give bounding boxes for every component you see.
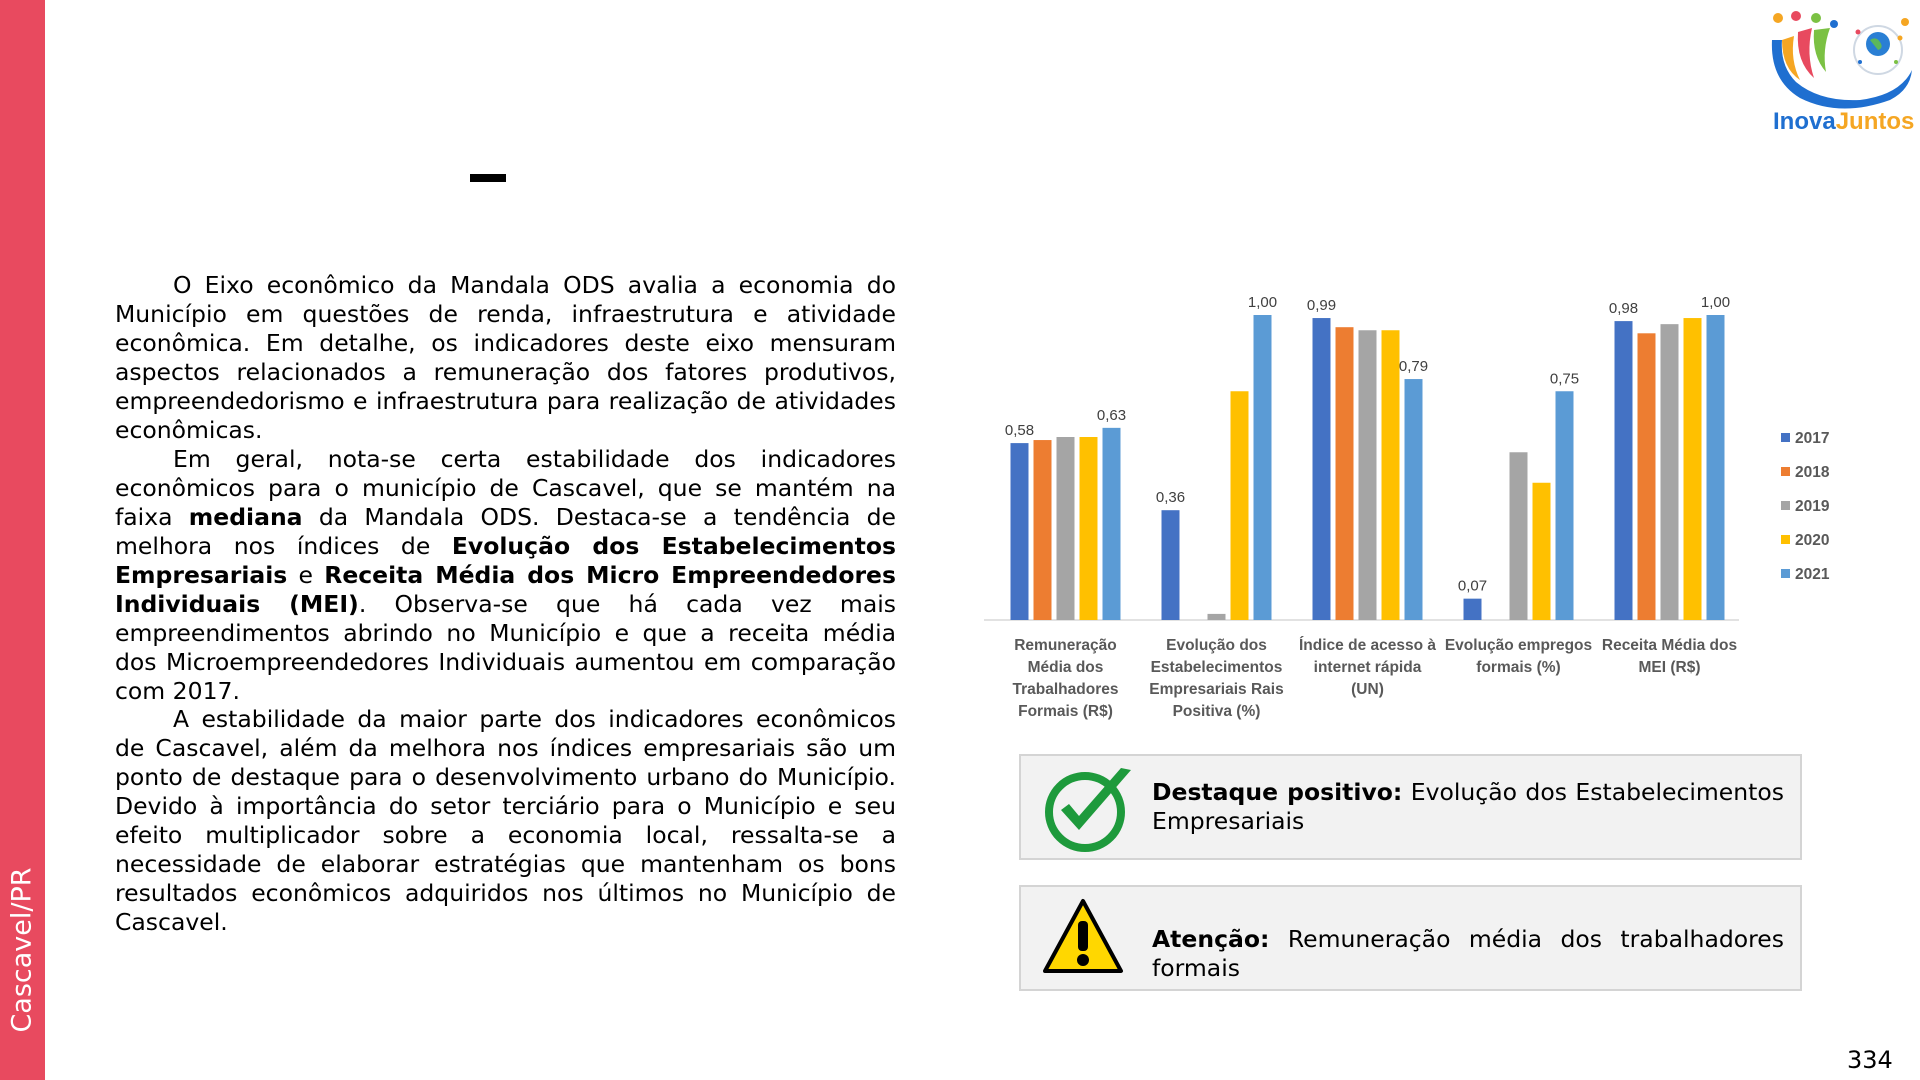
paragraph-2-text-1: Em geral, nota-se certa estabilidade dos indicadores econômicos para o município de Cascavel, que se mantém na faixa xyxy=(115,445,896,531)
category-label: MEI (R$) xyxy=(1638,659,1701,676)
data-label: 1,00 xyxy=(1700,294,1731,311)
category-label: Média dos xyxy=(1027,659,1104,676)
bar-2017-3 xyxy=(1464,599,1482,620)
category-label: Positiva (%) xyxy=(1172,703,1261,720)
data-label: 0,58 xyxy=(1004,422,1035,440)
positive-highlight-box xyxy=(1019,754,1802,860)
category-label: Evolução empregos xyxy=(1444,637,1593,654)
bar-2017-2 xyxy=(1313,318,1331,620)
paragraph-2-bold-3: Receita Média dos Micro Empreendedores Individuais (MEI) xyxy=(115,561,896,618)
paragraph-2-bold-1: mediana xyxy=(188,503,303,531)
sidebar-label: Cascavel/PR xyxy=(6,867,38,1033)
paragraph-2-text-2: da Mandala ODS. Destaca-se a tendência de melhora nos índices de xyxy=(115,503,896,560)
bar-2018-0 xyxy=(1034,440,1052,620)
legend-swatch-2021 xyxy=(1781,569,1790,578)
attention-highlight-value: Remuneração média dos trabalhadores formais xyxy=(1152,925,1784,982)
category-label: Empresariais Rais xyxy=(1149,681,1284,698)
category-label: Formais (R$) xyxy=(1018,703,1113,720)
bar-2021-4 xyxy=(1707,315,1725,620)
category-label: Remuneração xyxy=(1014,637,1117,654)
bar-2017-1 xyxy=(1162,510,1180,620)
logo-text-a: Inova xyxy=(1773,108,1836,135)
legend-label-2021: 2021 xyxy=(1795,566,1830,583)
attention-highlight-text xyxy=(1152,925,1784,983)
bar-2021-3 xyxy=(1556,391,1574,620)
bar-2021-1 xyxy=(1254,315,1272,620)
paragraph-3: A estabilidade da maior parte dos indicadores econômicos de Cascavel, além da melhora nos índices empresariais são um ponto de destaque para o desenvolvimento urbano do Município. Devido à importância do setor terciário para o Município e seu efeito multiplicador sobre a economia local, ressalta-se a necessidade de elaborar estratégias que mantenham os bons resultados econômicos adquiridos nos últimos no Município de Cascavel. xyxy=(115,705,896,936)
bar-2017-0 xyxy=(1011,443,1029,620)
bar-2020-3 xyxy=(1533,483,1551,620)
category-label: Trabalhadores xyxy=(1012,681,1119,698)
bar-2020-4 xyxy=(1684,318,1702,620)
category-label: Evolução dos xyxy=(1166,637,1267,654)
bar-2018-2 xyxy=(1336,327,1354,620)
data-label: 0,99 xyxy=(1306,297,1337,315)
data-label: 0,07 xyxy=(1457,577,1488,595)
bar-2017-4 xyxy=(1615,321,1633,620)
title-dash xyxy=(470,174,506,182)
bar-2021-0 xyxy=(1103,428,1121,620)
data-label: 0,98 xyxy=(1608,300,1639,318)
warning-icon xyxy=(1041,897,1125,975)
paragraph-2-text-4: . Observa-se que há cada vez mais empreendimentos abrindo no Município e que a receita média dos Microempreendedores Individuais aumentou em comparação com 2017. xyxy=(115,590,896,705)
bar-2019-3 xyxy=(1510,452,1528,620)
bar-2019-1 xyxy=(1208,614,1226,620)
paragraph-2-bold-2: Evolução dos Estabelecimentos Empresariais xyxy=(115,532,896,589)
attention-highlight-box xyxy=(1019,885,1802,991)
page-number: 334 xyxy=(1847,1046,1893,1074)
data-label: 0,36 xyxy=(1155,489,1186,507)
legend-label-2020: 2020 xyxy=(1795,532,1830,549)
bar-2019-4 xyxy=(1661,324,1679,620)
legend-label-2018: 2018 xyxy=(1795,464,1830,481)
category-label: internet rápida xyxy=(1313,659,1422,676)
legend-label-2019: 2019 xyxy=(1795,498,1830,515)
attention-highlight-label: Atenção: xyxy=(1152,925,1270,953)
category-label: formais (%) xyxy=(1476,659,1561,676)
legend-swatch-2019 xyxy=(1781,501,1790,510)
category-label: Índice de acesso à xyxy=(1299,637,1436,654)
legend-swatch-2017 xyxy=(1781,433,1790,442)
bar-2021-2 xyxy=(1405,379,1423,620)
indicators-bar-chart xyxy=(980,280,1830,740)
data-label: 1,00 xyxy=(1247,294,1278,311)
positive-highlight-value: Evolução dos Estabelecimentos Empresariais xyxy=(1152,778,1784,835)
data-label: 0,79 xyxy=(1398,358,1429,376)
sidebar xyxy=(0,0,45,1080)
category-label: Estabelecimentos xyxy=(1150,659,1283,676)
bar-2020-2 xyxy=(1382,330,1400,620)
bar-2018-4 xyxy=(1638,333,1656,620)
positive-highlight-label: Destaque positivo: xyxy=(1152,778,1403,806)
category-label: Receita Média dos xyxy=(1601,637,1738,654)
logo-wordmark xyxy=(1773,108,1914,136)
paragraph-2-text-3: e xyxy=(287,561,325,589)
logo-text-b: Juntos xyxy=(1835,108,1915,135)
data-label: 0,63 xyxy=(1096,406,1127,424)
paragraph-2 xyxy=(115,445,896,706)
legend-swatch-2020 xyxy=(1781,535,1790,544)
bar-2019-2 xyxy=(1359,330,1377,620)
check-icon xyxy=(1041,764,1137,854)
bar-2019-0 xyxy=(1057,437,1075,620)
positive-highlight-text xyxy=(1152,778,1784,836)
bar-2020-1 xyxy=(1231,391,1249,620)
legend-swatch-2018 xyxy=(1781,467,1790,476)
paragraph-1: O Eixo econômico da Mandala ODS avalia a economia do Município em questões de renda, infraestrutura e atividade econômica. Em detalhe, os indicadores deste eixo mensuram aspectos relacionados a remuneração dos fatores produtivos, empreendedorismo e infraestrutura para realização de atividades econômicas. xyxy=(115,271,896,444)
category-label: (UN) xyxy=(1351,681,1384,698)
legend-label-2017: 2017 xyxy=(1795,430,1830,447)
bar-2020-0 xyxy=(1080,437,1098,620)
data-label: 0,75 xyxy=(1549,370,1580,388)
